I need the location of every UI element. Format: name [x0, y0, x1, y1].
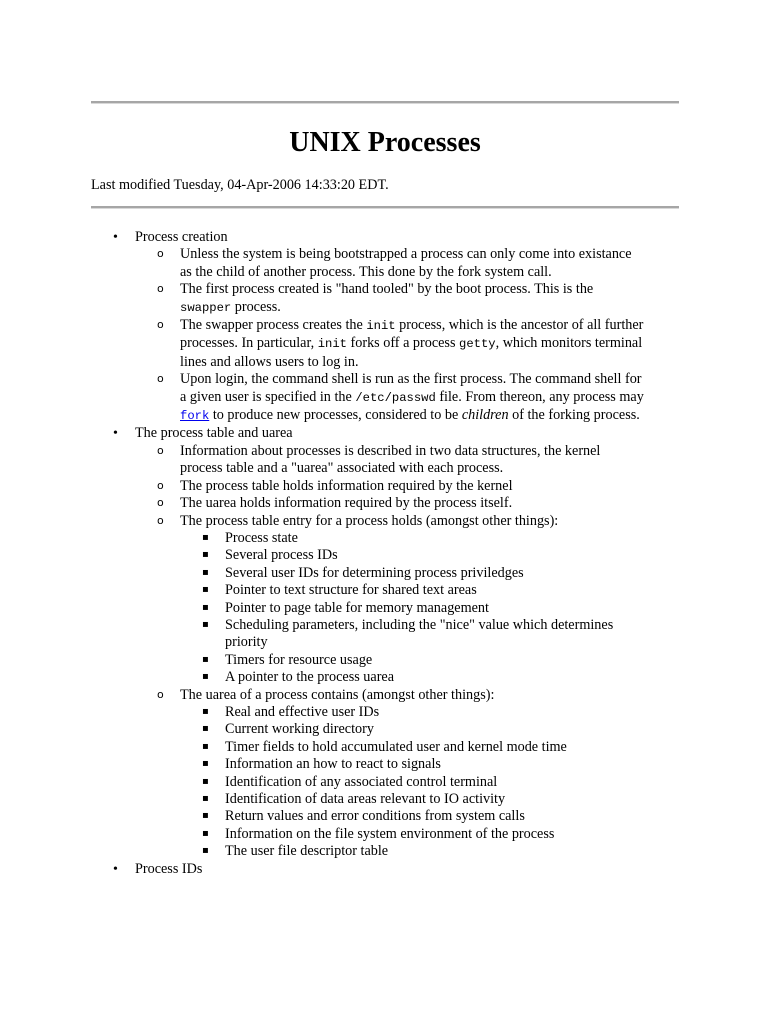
inline-code: getty	[459, 337, 496, 352]
inline-code: init	[317, 337, 347, 352]
list-item-text: Upon login, the command shell is run as the first process. The command shell for a given user is specified in the	[180, 371, 642, 405]
list-item-text: file. From thereon, any process may	[435, 388, 644, 405]
nested-list-item	[180, 843, 645, 860]
nested-item-text: Identification of data areas relevant to IO activity	[225, 791, 506, 807]
section-label: The process table and uarea	[135, 425, 293, 442]
nested-list-item	[180, 808, 645, 825]
nested-list-item	[180, 617, 645, 652]
sub-list	[135, 246, 645, 425]
circle-bullet-icon: o	[157, 443, 164, 457]
nested-item-text: Pointer to page table for memory management	[225, 599, 489, 616]
list-item-text: The first process created is "hand tooled" by the boot process. This is the	[180, 281, 594, 298]
nested-item-text: The user file descriptor table	[225, 843, 389, 860]
nested-list-item	[180, 739, 645, 756]
square-bullet-icon: ▪	[202, 723, 209, 735]
list-item	[135, 443, 645, 478]
nested-item-text: Return values and error conditions from system calls	[225, 808, 525, 825]
square-bullet-icon: ▪	[202, 671, 209, 683]
list-item	[135, 495, 645, 512]
list-item-text: Information about processes is described in two data structures, the kernel process table and a "uarea" associated with each process.	[180, 442, 601, 477]
circle-bullet-icon: o	[157, 478, 164, 492]
list-item-text: process.	[231, 298, 281, 315]
nested-item-text: Current working directory	[225, 721, 374, 738]
disc-bullet-icon: •	[113, 426, 118, 442]
list-item-text: The uarea holds information required by the process itself.	[180, 495, 513, 512]
nested-list-item	[180, 600, 645, 617]
nested-item-text: Identification of any associated control terminal	[225, 773, 498, 790]
nested-item-text: Information an how to react to signals	[225, 756, 441, 773]
nested-item-text: Timers for resource usage	[225, 651, 373, 668]
list-item-text: The uarea of a process contains (amongst other things):	[180, 686, 495, 703]
list-item-text: to produce new processes, considered to be	[209, 407, 462, 424]
inline-code: init	[366, 319, 396, 334]
list-item	[135, 513, 645, 687]
list-item-text: The swapper process creates the	[180, 317, 367, 334]
square-bullet-icon: ▪	[202, 758, 209, 770]
square-bullet-icon: ▪	[202, 584, 209, 596]
nested-item-text: Several process IDs	[225, 547, 338, 564]
list-item	[135, 371, 645, 425]
nested-item-text: Scheduling parameters, including the "nice" value which determines priority	[225, 616, 614, 651]
list-item-process-ids	[91, 861, 691, 878]
list-item	[135, 246, 645, 281]
list-item-text: of the forking process.	[508, 407, 640, 424]
circle-bullet-icon: o	[157, 318, 164, 332]
nested-list-item	[180, 756, 645, 773]
fork-link[interactable]	[180, 407, 209, 423]
nested-item-text: A pointer to the process uarea	[225, 669, 395, 686]
nested-list-item	[180, 565, 645, 582]
square-bullet-icon: ▪	[202, 531, 209, 543]
square-bullet-icon: ▪	[202, 566, 209, 578]
nested-list	[180, 530, 645, 687]
inline-code: fork	[180, 409, 210, 424]
square-bullet-icon: ▪	[202, 549, 209, 561]
list-item-text: The process table entry for a process holds (amongst other things):	[180, 512, 559, 529]
circle-bullet-icon: o	[157, 496, 164, 510]
list-item-text: forks off a process	[346, 335, 460, 352]
nested-list-item	[180, 669, 645, 686]
circle-bullet-icon: o	[157, 372, 164, 386]
list-item	[135, 317, 645, 371]
list-item-process-table	[91, 425, 691, 860]
list-item	[135, 281, 645, 317]
nested-list-item	[180, 582, 645, 599]
list-item-text: process, which is the ancestor of all further processes. In particular,	[180, 317, 644, 352]
nested-list-item	[180, 721, 645, 738]
nested-list-item	[180, 530, 645, 547]
square-bullet-icon: ▪	[202, 845, 209, 857]
nested-list-item	[180, 704, 645, 721]
disc-bullet-icon: •	[113, 230, 118, 245]
list-item-text: , which monitors terminal lines and allows users to log in.	[180, 335, 643, 370]
circle-bullet-icon: o	[157, 282, 164, 296]
circle-bullet-icon: o	[157, 513, 164, 527]
list-item-text: The process table holds information required by the kernel	[180, 477, 513, 494]
inline-code: swapper	[180, 300, 232, 315]
section-label: Process creation	[135, 229, 228, 245]
square-bullet-icon: ▪	[202, 775, 209, 787]
square-bullet-icon: ▪	[202, 705, 209, 717]
section-label: Process IDs	[135, 860, 203, 877]
last-modified: Last modified Tuesday, 04-Apr-2006 14:33:20 EDT.	[91, 177, 389, 193]
nested-list-item	[180, 652, 645, 669]
nested-item-text: Timer fields to hold accumulated user and kernel mode time	[225, 738, 567, 755]
inline-code: /etc/passwd	[355, 390, 436, 405]
top-level-list	[91, 229, 691, 878]
header-rule	[91, 206, 679, 209]
list-item	[135, 687, 645, 861]
nested-list-item	[180, 547, 645, 564]
list-item-text: Unless the system is being bootstrapped a process can only come into existance as the child of another process. This done by the fork system call.	[180, 246, 632, 280]
nested-list-item	[180, 826, 645, 843]
disc-bullet-icon: •	[113, 861, 118, 877]
list-item	[135, 478, 645, 495]
nested-list-item	[180, 774, 645, 791]
nested-item-text: Pointer to text structure for shared text areas	[225, 582, 477, 599]
square-bullet-icon: ▪	[202, 618, 209, 630]
square-bullet-icon: ▪	[202, 810, 209, 822]
square-bullet-icon: ▪	[202, 793, 209, 804]
page-title: UNIX Processes	[289, 127, 481, 158]
square-bullet-icon: ▪	[202, 827, 209, 839]
nested-list	[180, 704, 645, 861]
sub-list	[135, 443, 645, 861]
circle-bullet-icon: o	[157, 687, 164, 701]
list-item-process-creation	[91, 229, 691, 425]
circle-bullet-icon: o	[157, 247, 164, 261]
top-rule	[91, 101, 679, 104]
nested-item-text: Process state	[225, 529, 298, 546]
square-bullet-icon: ▪	[202, 740, 209, 752]
nested-item-text: Several user IDs for determining process priviledges	[225, 564, 524, 581]
square-bullet-icon: ▪	[202, 601, 209, 613]
emphasis-text: children	[461, 407, 509, 424]
nested-item-text: Real and effective user IDs	[225, 703, 380, 720]
nested-list-item	[180, 791, 645, 808]
nested-item-text: Information on the file system environment of the process	[225, 825, 555, 842]
square-bullet-icon: ▪	[202, 653, 209, 665]
content-list-container	[91, 229, 691, 878]
